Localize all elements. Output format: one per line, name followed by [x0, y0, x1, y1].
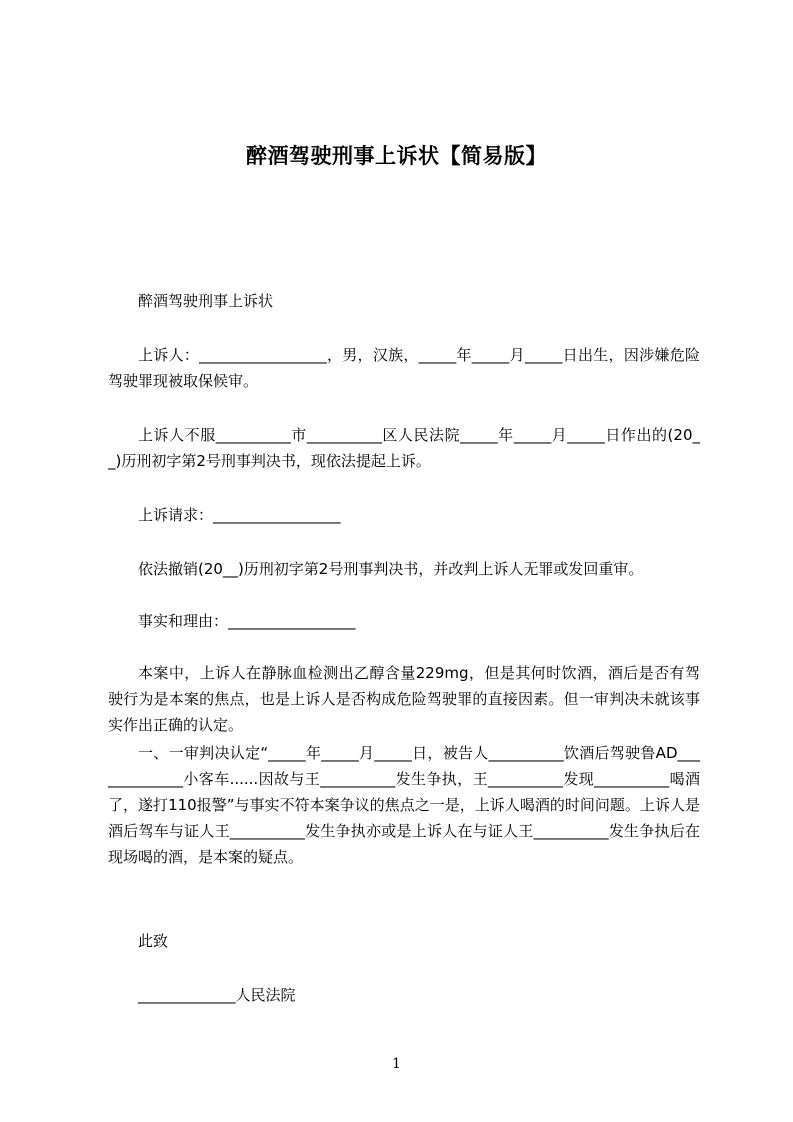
page-number: 1	[392, 1056, 401, 1072]
paragraph-objection: 上诉人不服__________市__________区人民法院_____年_____月_____日作出的(20__)历刑初字第2号刑事判决书，现依法提起上诉。	[108, 426, 700, 470]
paragraph-appellant: 上诉人：_________________，男，汉族，_____年_____月_____日出生，因涉嫌危险驾驶罪现被取保候审。	[108, 346, 700, 390]
paragraph-case-facts: 本案中，上诉人在静脉血检测出乙醇含量229mg，但是其何时饮酒，酒后是否有驾驶行为是本案的焦点，也是上诉人是否构成危险驾驶罪的直接因素。但一审判决未就该事实作出正确的认定。	[108, 664, 700, 734]
paragraph-appeal-request-label: 上诉请求：_________________	[138, 506, 341, 524]
paragraph-appeal-request: 依法撤销(20__)历刑初字第2号刑事判决书，并改判上诉人无罪或发回重审。	[138, 560, 644, 578]
document-title: 醉酒驾驶刑事上诉状【简易版】	[246, 144, 547, 168]
paragraph-salutation: 此致	[138, 932, 169, 950]
paragraph-heading: 醉酒驾驶刑事上诉状	[138, 292, 274, 310]
paragraph-first-point: 一、一审判决认定“_____年_____月_____日，被告人__________饮酒后驾驶鲁AD_____________小客车......因故与王__________发生争执，王__________发现__________喝酒了，遂打110报警”与事实不符本案争议的焦点之一是，上诉人喝酒的时间问题。上诉人是酒后驾车与证人王__________发生争执亦或是上诉人在与证人王__________发生争执后在现场喝的酒，是本案的疑点。	[108, 744, 700, 866]
paragraph-facts-label: 事实和理由：_________________	[138, 612, 356, 630]
paragraph-court: _____________人民法院	[138, 986, 296, 1004]
